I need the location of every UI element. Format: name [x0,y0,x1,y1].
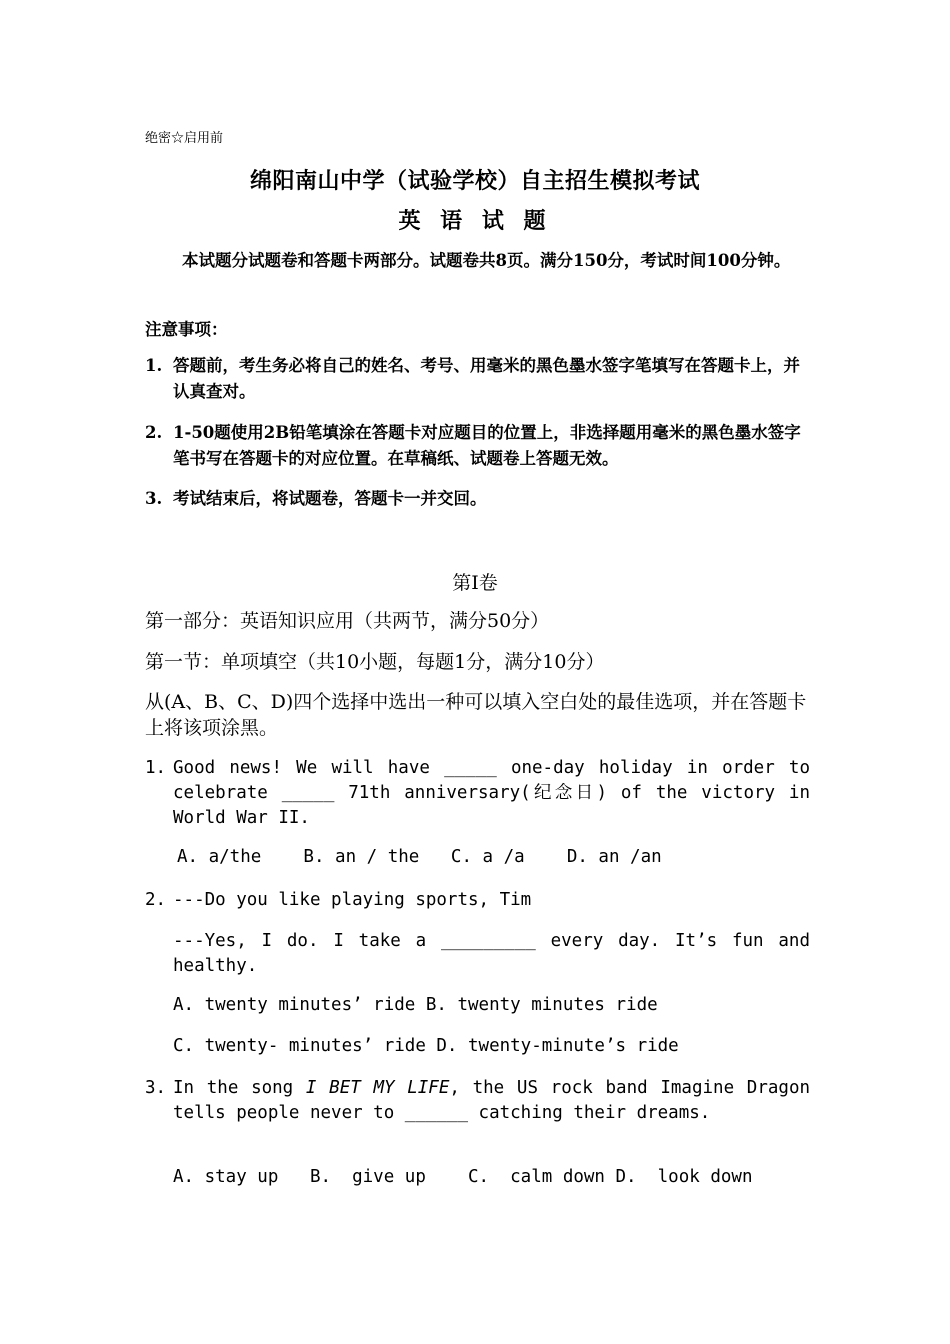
question-3-options: A. stay up B. give up C. calm down D. look down [173,1167,753,1187]
section-instructions: 从(A、B、C、D)四个选择中选出一种可以填入空白处的最佳选项，并在答题卡上将该项涂黑。 [145,691,807,739]
notice-text: 1-50题使用2B铅笔填涂在答题卡对应题目的位置上，非选择题用毫米的黑色墨水签字笔书写在答题卡的对应位置。在草稿纸、试题卷上答题无效。 [173,423,801,468]
question-text-end: , the US rock band Imagine Dragon tells people never to ______ catching their dreams. [173,1078,811,1123]
part-heading: 第一部分：英语知识应用（共两节，满分50分） [145,610,550,632]
notice-title: 注意事项： [145,320,228,339]
question-2-options-ab: A. twenty minutes’ ride B. twenty minutes ride [173,995,658,1015]
song-title: I BET MY LIFE [305,1078,450,1098]
notice-number: 1. [145,356,163,375]
question-text: Good news! We will have _____ one-day holiday in order to celebrate _____ 71th anniversary(纪念日) of the victory in World War II. [173,758,810,828]
question-2 [145,888,810,913]
notice-text: 答题前，考生务必将自己的姓名、考号、用毫米的黑色墨水签字笔填写在答题卡上，并认真查对。 [173,356,800,401]
notice-number: 3. [145,489,163,508]
exam-title: 绵阳南山中学（试验学校）自主招生模拟考试 [249,168,700,194]
notice-item [145,486,810,512]
question-number: 3. [145,1078,167,1098]
question-number: 1. [145,758,167,778]
question-3 [145,1076,810,1126]
notice-item [145,353,810,405]
notice-number: 2. [145,423,163,442]
exam-subtitle: 英 语 试 题 [398,208,552,234]
question-text: ---Do you like playing sports, Tim [173,890,532,910]
question-2-options-cd: C. twenty- minutes’ ride D. twenty-minute’s ride [173,1036,679,1056]
question-number: 2. [145,890,167,910]
notice-text: 考试结束后，将试题卷，答题卡一并交回。 [173,489,487,508]
exam-intro: 本试题分试题卷和答题卡两部分。试题卷共8页。满分150分，考试时间100分钟。 [182,251,791,270]
confidential-mark: 绝密☆启用前 [145,131,224,146]
question-1-options: A. a/the B. an / the C. a /a D. an /an [177,847,662,867]
question-2-response: ---Yes, I do. I take a _________ every day. It’s fun and healthy. [173,931,810,976]
section-heading: 第一节：单项填空（共10小题，每题1分，满分10分） [145,651,605,673]
question-text-start: In the song [173,1078,306,1098]
volume-heading: 第I卷 [452,572,498,594]
question-1 [145,756,810,831]
question-text [173,1076,810,1126]
notice-item [145,420,810,472]
